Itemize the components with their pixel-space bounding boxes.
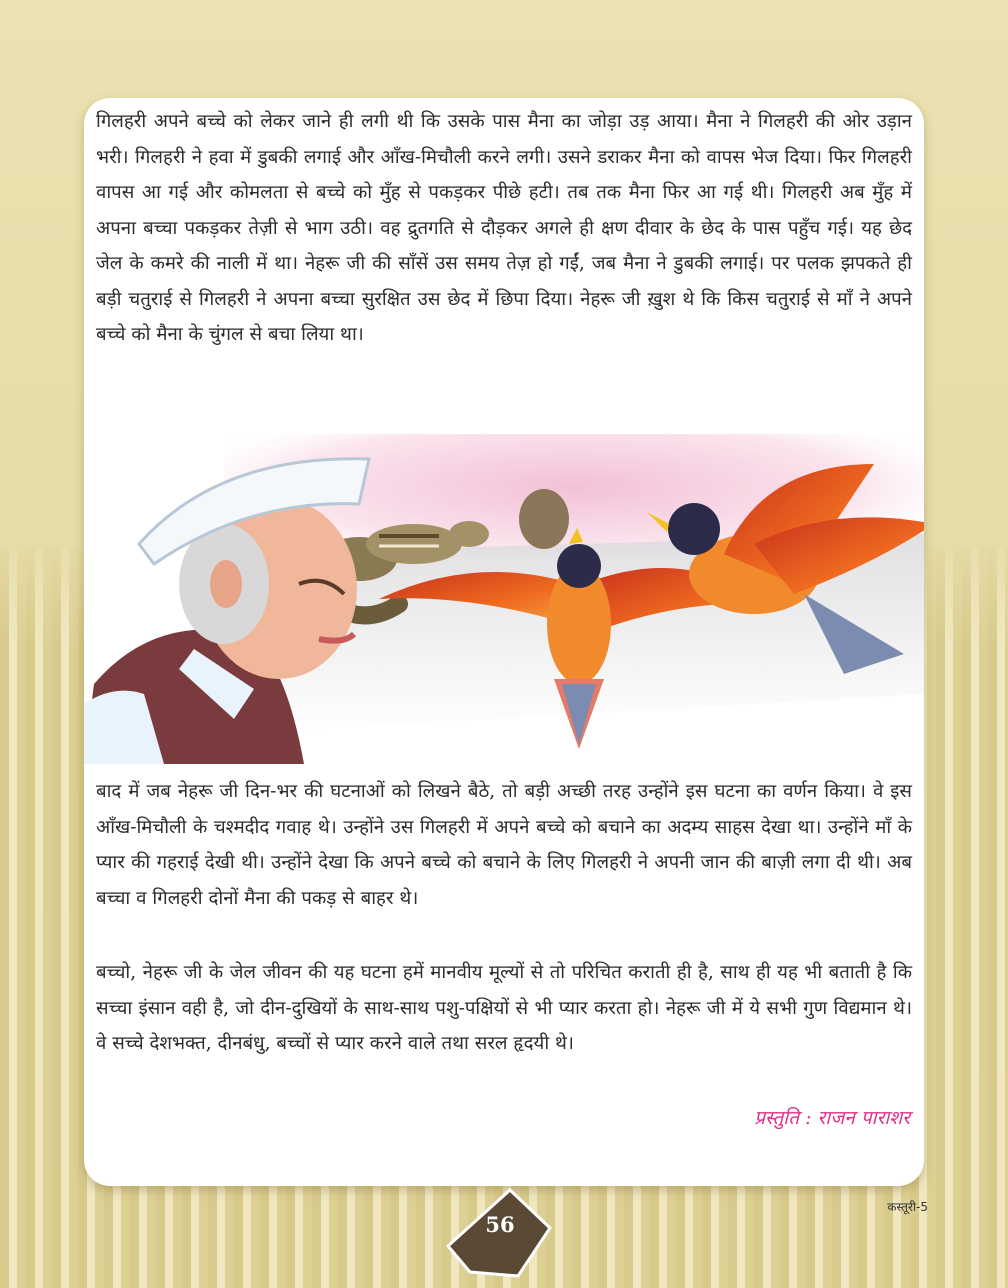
content-card <box>84 98 924 1186</box>
page-number: 56 <box>485 1212 515 1237</box>
page-number-badge <box>440 1188 560 1280</box>
story-illustration <box>84 434 924 764</box>
author-credit: प्रस्तुति : राजन पाराशर <box>754 1107 910 1129</box>
paragraph-3: बच्चो, नेहरू जी के जेल जीवन की यह घटना हमें मानवीय मूल्यों से तो परिचित कराती ही है, साथ ही यह भी बताती है कि सच्चा इंसान वही है, जो दीन-दुखियों के साथ-साथ पशु-पक्षियों से भी प्यार करता हो। नेहरू जी में ये सभी गुण विद्यमान थे। वे सच्चे देशभक्त, दीनबंधु, बच्चों से प्यार करने वाले तथा सरल हृदयी थे। <box>96 962 912 1054</box>
paragraph-1: गिलहरी अपने बच्चे को लेकर जाने ही लगी थी कि उसके पास मैना का जोड़ा उड़ आया। मैना ने गिलहरी की ओर उड़ान भरी। गिलहरी ने हवा में डुबकी लगाई और आँख-मिचौली करने लगी। उसने डराकर मैना को वापस भेज दिया। फिर गिलहरी वापस आ गई और कोमलता से बच्चे को मुँह से पकड़कर पीछे हटी। तब तक मैना फिर आ गई थी। गिलहरी अब मुँह में अपना बच्चा पकड़कर तेज़ी से भाग उठी। वह द्रुतगति से दौड़कर अगले ही क्षण दीवार के छेद के पास पहुँच गई। यह छेद जेल के कमरे की नाली में था। नेहरू जी की साँसें उस समय तेज़ हो गईं, जब मैना ने डुबकी लगाई। पर पलक झपकते ही बड़ी चतुराई से गिलहरी ने अपना बच्चा सुरक्षित उस छेद में छिपा दिया। नेहरू जी ख़ुश थे कि किस चतुराई से माँ ने अपने बच्चे को मैना के चुंगल से बचा लिया था। <box>96 111 912 345</box>
ear <box>210 560 242 608</box>
book-label: कस्तूरी-5 <box>887 1200 928 1214</box>
paragraph-2: बाद में जब नेहरू जी दिन-भर की घटनाओं को लिखने बैठे, तो बड़ी अच्छी तरह उन्होंने इस घटना का वर्णन किया। वे इस आँख-मिचौली के चश्मदीद गवाह थे। उन्होंने उस गिलहरी में अपने बच्चे को बचाने का अदम्य साहस देखा था। उन्होंने माँ के प्यार की गहराई देखी थी। उन्होंने देखा कि अपने बच्चे को बचाने के लिए गिलहरी ने अपनी जान की बाज़ी लगा दी थी। अब बच्चा व गिलहरी दोनों मैना की पकड़ से बाहर थे। <box>96 781 913 909</box>
